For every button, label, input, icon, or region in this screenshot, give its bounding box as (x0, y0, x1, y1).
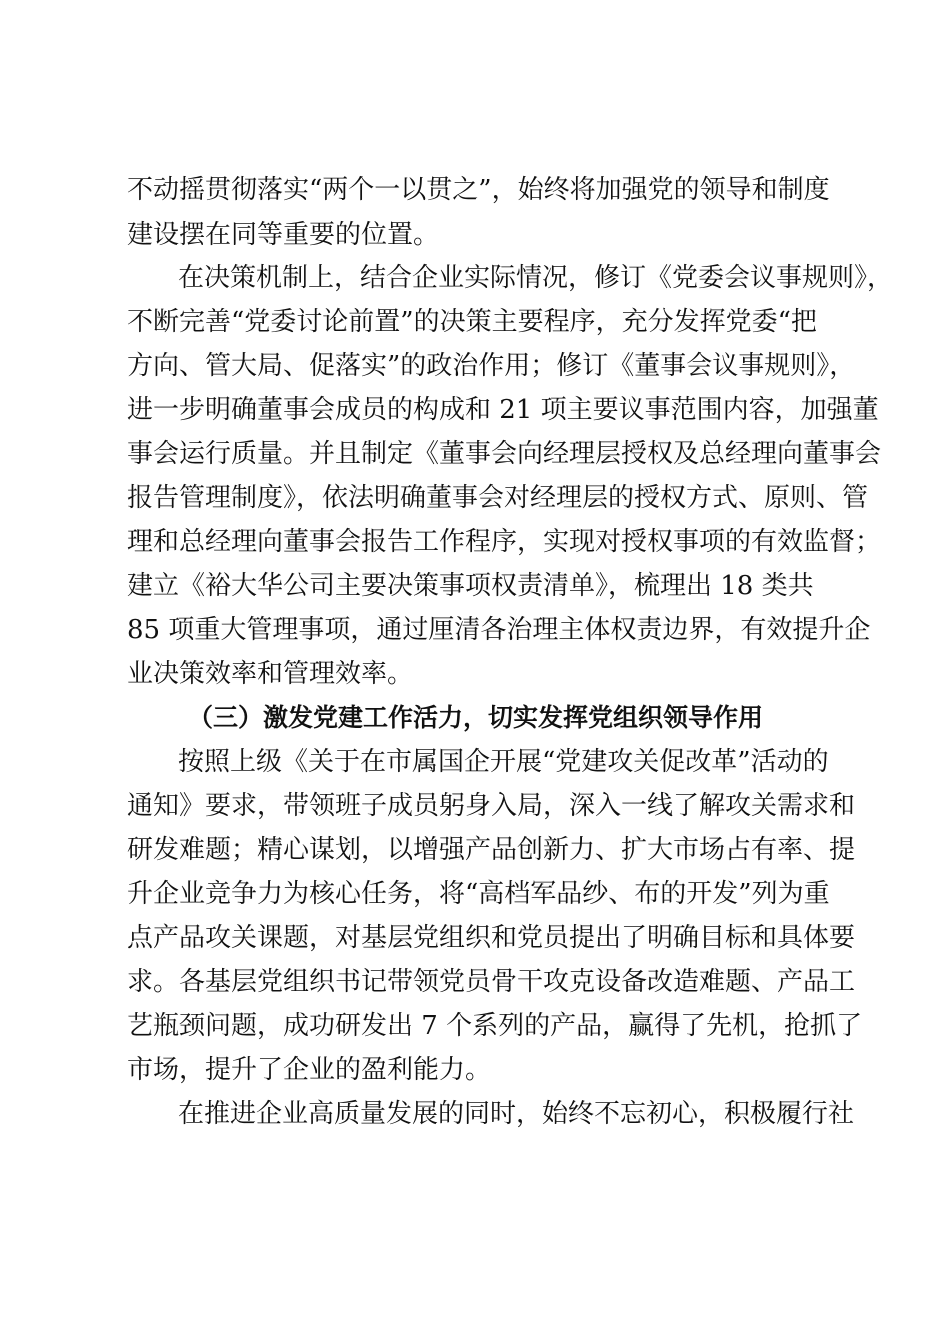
body-text-line: 进一步明确董事会成员的构成和 21 项主要议事范围内容，加强董 (127, 395, 879, 425)
body-text-line: 不动摇贯彻落实“两个一以贯之”，始终将加强党的领导和制度 (127, 175, 830, 205)
body-text-line: 点产品攻关课题，对基层党组织和党员提出了明确目标和具体要 (127, 923, 856, 953)
body-text-line: 研发难题；精心谋划，以增强产品创新力、扩大市场占有率、提 (127, 835, 856, 865)
body-text-line: 艺瓶颈问题，成功研发出 7 个系列的产品，赢得了先机，抢抓了 (127, 1011, 863, 1041)
body-text-line: 不断完善“党委讨论前置”的决策主要程序，充分发挥党委“把 (127, 307, 817, 337)
body-text-line: 建设摆在同等重要的位置。 (127, 220, 440, 250)
body-text-line: 求。各基层党组织书记带领党员骨干攻克设备改造难题、产品工 (127, 967, 856, 997)
section-heading: （三）激发党建工作活力，切实发挥党组织领导作用 (188, 703, 764, 732)
paragraph-first-line: 在推进企业高质量发展的同时，始终不忘初心，积极履行社 (178, 1099, 855, 1129)
body-text-line: 业决策效率和管理效率。 (127, 659, 414, 689)
paragraph-first-line: 在决策机制上，结合企业实际情况，修订《党委会议事规则》， (178, 263, 894, 293)
body-text-line: 方向、管大局、促落实”的政治作用；修订《董事会议事规则》， (127, 351, 856, 381)
body-text-line: 通知》要求，带领班子成员躬身入局，深入一线了解攻关需求和 (127, 791, 856, 821)
body-text-line: 85 项重大管理事项，通过厘清各治理主体权责边界，有效提升企 (127, 615, 871, 645)
body-text-line: 市场，提升了企业的盈利能力。 (127, 1055, 492, 1085)
body-text-line: 升企业竞争力为核心任务，将“高档军品纱、布的开发”列为重 (127, 879, 830, 909)
body-text-line: 建立《裕大华公司主要决策事项权责清单》，梳理出 18 类共 (127, 571, 814, 601)
paragraph-first-line: 按照上级《关于在市属国企开展“党建攻关促改革”活动的 (178, 747, 829, 777)
body-text-line: 理和总经理向董事会报告工作程序，实现对授权事项的有效监督； (127, 527, 882, 557)
body-text-line: 报告管理制度》，依法明确董事会对经理层的授权方式、原则、管 (127, 483, 869, 513)
body-text-line: 事会运行质量。并且制定《董事会向经理层授权及总经理向董事会 (127, 439, 882, 469)
